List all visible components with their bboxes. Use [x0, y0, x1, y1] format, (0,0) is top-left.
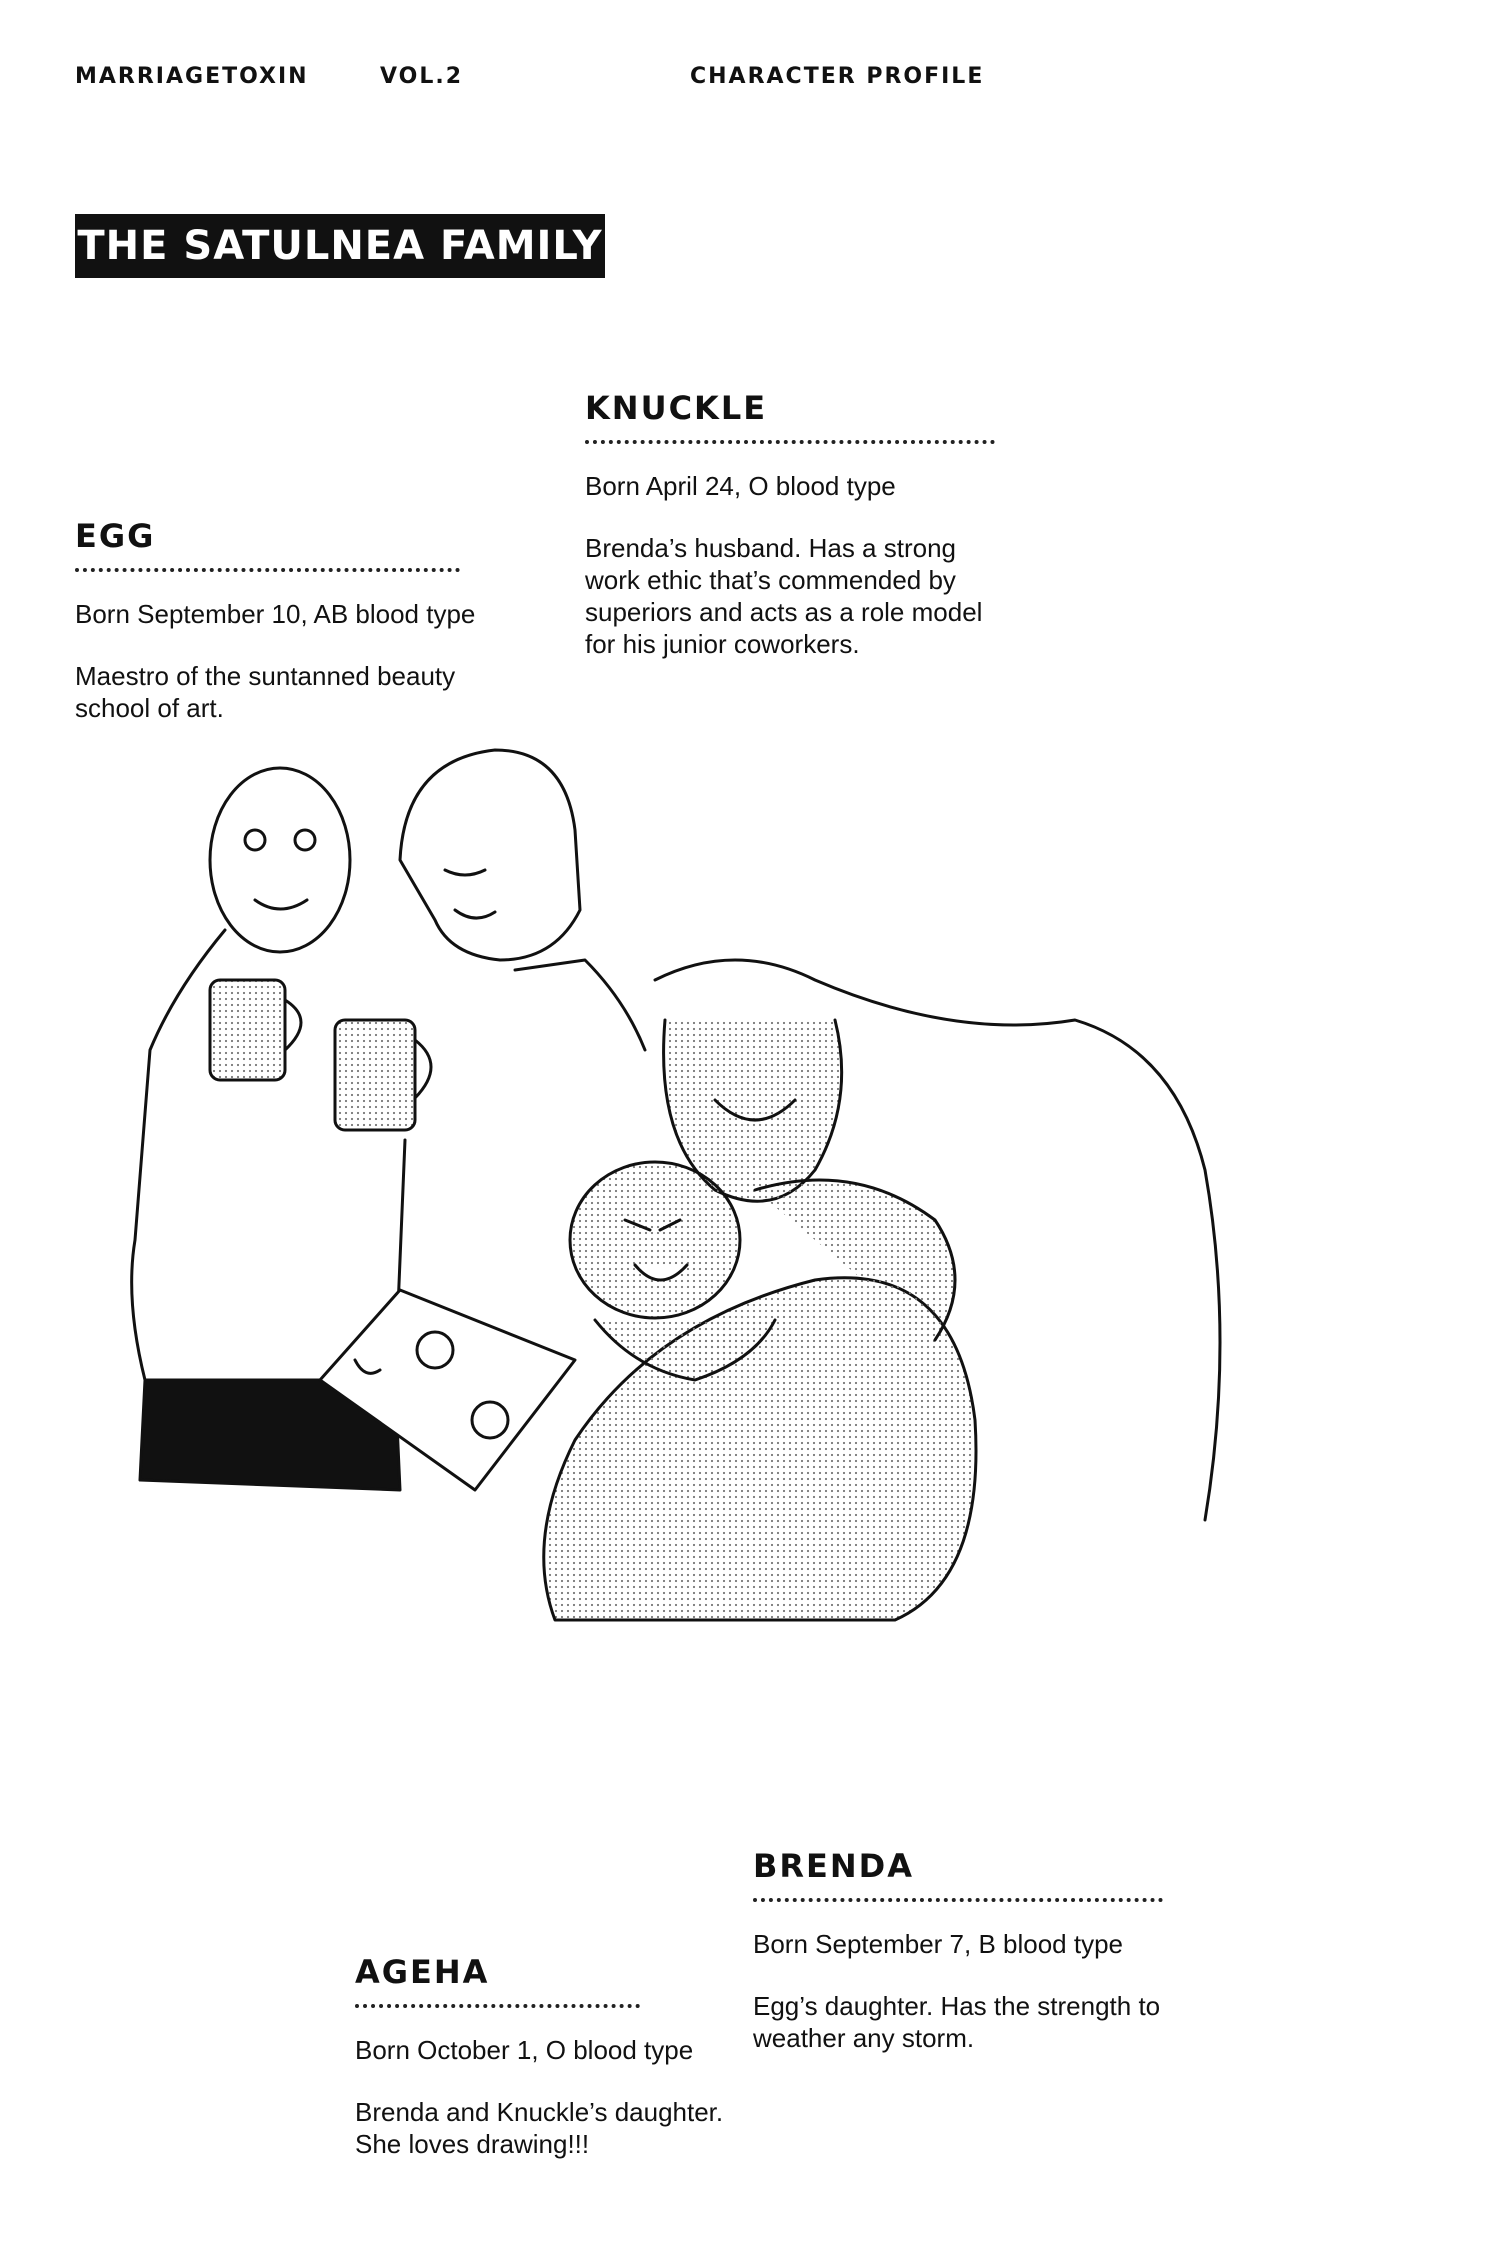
family-illustration	[55, 720, 1255, 1820]
dotted-divider	[753, 1898, 1163, 1902]
dotted-divider	[355, 2004, 640, 2008]
profile-name: BRENDA	[753, 1847, 914, 1885]
series-title: MARRIAGETOXIN	[75, 64, 309, 89]
profile-knuckle	[585, 388, 1005, 660]
profile-name: KNUCKLE	[585, 389, 768, 427]
volume-label: VOL.2	[380, 64, 464, 89]
profile-birth: Born September 10, AB blood type	[75, 599, 476, 629]
profile-egg	[75, 516, 495, 724]
profile-birth: Born September 7, B blood type	[753, 1929, 1124, 1959]
dotted-divider	[75, 568, 460, 572]
profile-name: EGG	[75, 517, 156, 555]
profile-birth: Born April 24, O blood type	[585, 471, 896, 501]
profile-description: Brenda and Knuckle’s daughter. She loves drawing!!!	[355, 2097, 724, 2159]
profile-description: Egg’s daughter. Has the strength to weather any storm.	[753, 1991, 1161, 2053]
profile-name: AGEHA	[355, 1953, 490, 1991]
section-label: CHARACTER PROFILE	[690, 64, 985, 89]
profile-birth: Born October 1, O blood type	[355, 2035, 694, 2065]
profile-ageha	[355, 1952, 725, 2160]
dotted-divider	[585, 440, 995, 444]
profile-brenda	[753, 1846, 1173, 2054]
profile-description: Maestro of the suntanned beauty school of art.	[75, 661, 456, 723]
family-banner: THE SATULNEA FAMILY	[75, 214, 605, 278]
profile-description: Brenda’s husband. Has a strong work ethic that’s commended by superiors and acts as a role model for his junior coworkers.	[585, 533, 983, 659]
knuckle-figure	[335, 750, 645, 1130]
